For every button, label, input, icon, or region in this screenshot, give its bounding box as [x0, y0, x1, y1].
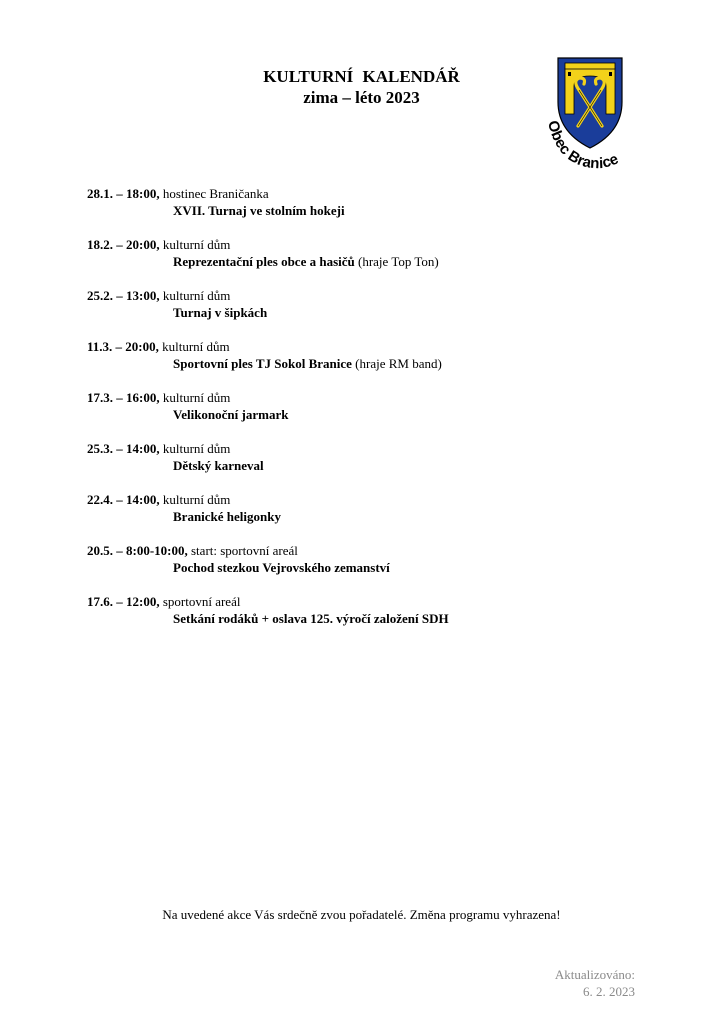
- document-title: KULTURNÍ KALENDÁŘ: [263, 67, 460, 86]
- last-updated-date: 6. 2. 2023: [583, 984, 635, 999]
- crest-label: Obec Branice: [544, 118, 621, 173]
- organizers-note: Na uvedené akce Vás srdečně zvou pořadatelé. Změna programu vyhrazena!: [162, 907, 561, 922]
- event-item: [87, 440, 647, 474]
- event-name: Pochod stezkou Vejrovského zemanství: [173, 560, 390, 575]
- event-item: [87, 185, 647, 219]
- event-note: (hraje Top Ton): [354, 254, 439, 269]
- event-name: Reprezentační ples obce a hasičů: [173, 254, 355, 269]
- event-datetime: 11.3. – 20:00,: [87, 339, 159, 354]
- event-name: Dětský karneval: [173, 458, 264, 473]
- event-item: [87, 338, 647, 372]
- event-item: [87, 287, 647, 321]
- document-subtitle: zima – léto 2023: [303, 88, 420, 107]
- event-datetime: 25.2. – 13:00,: [87, 288, 160, 303]
- event-datetime: 18.2. – 20:00,: [87, 237, 160, 252]
- last-updated: [555, 966, 635, 1000]
- event-datetime: 17.6. – 12:00,: [87, 594, 160, 609]
- event-datetime: 25.3. – 14:00,: [87, 441, 160, 456]
- event-venue: kulturní dům: [159, 390, 231, 405]
- event-list: [87, 185, 647, 644]
- event-venue: kulturní dům: [159, 441, 231, 456]
- event-venue: sportovní areál: [159, 594, 241, 609]
- event-venue: kulturní dům: [158, 339, 230, 354]
- event-name: XVII. Turnaj ve stolním hokeji: [173, 203, 345, 218]
- event-datetime: 20.5. – 8:00-10:00,: [87, 543, 188, 558]
- event-name: Velikonoční jarmark: [173, 407, 289, 422]
- event-venue: start: sportovní areál: [187, 543, 298, 558]
- event-venue: hostinec Braničanka: [159, 186, 269, 201]
- event-item: [87, 491, 647, 525]
- event-venue: kulturní dům: [159, 288, 231, 303]
- event-note: (hraje RM band): [351, 356, 442, 371]
- event-name: Sportovní ples TJ Sokol Branice: [173, 356, 352, 371]
- event-item: [87, 542, 647, 576]
- event-item: [87, 593, 647, 627]
- event-datetime: 22.4. – 14:00,: [87, 492, 160, 507]
- event-item: [87, 389, 647, 423]
- event-venue: kulturní dům: [159, 492, 231, 507]
- event-datetime: 28.1. – 18:00,: [87, 186, 160, 201]
- event-name: Turnaj v šipkách: [173, 305, 268, 320]
- event-name: Branické heligonky: [173, 509, 281, 524]
- event-name: Setkání rodáků + oslava 125. výročí založení SDH: [173, 611, 449, 626]
- event-item: [87, 236, 647, 270]
- last-updated-label: Aktualizováno:: [554, 967, 635, 982]
- event-venue: kulturní dům: [159, 237, 231, 252]
- event-datetime: 17.3. – 16:00,: [87, 390, 160, 405]
- village-crest-icon: [538, 52, 650, 176]
